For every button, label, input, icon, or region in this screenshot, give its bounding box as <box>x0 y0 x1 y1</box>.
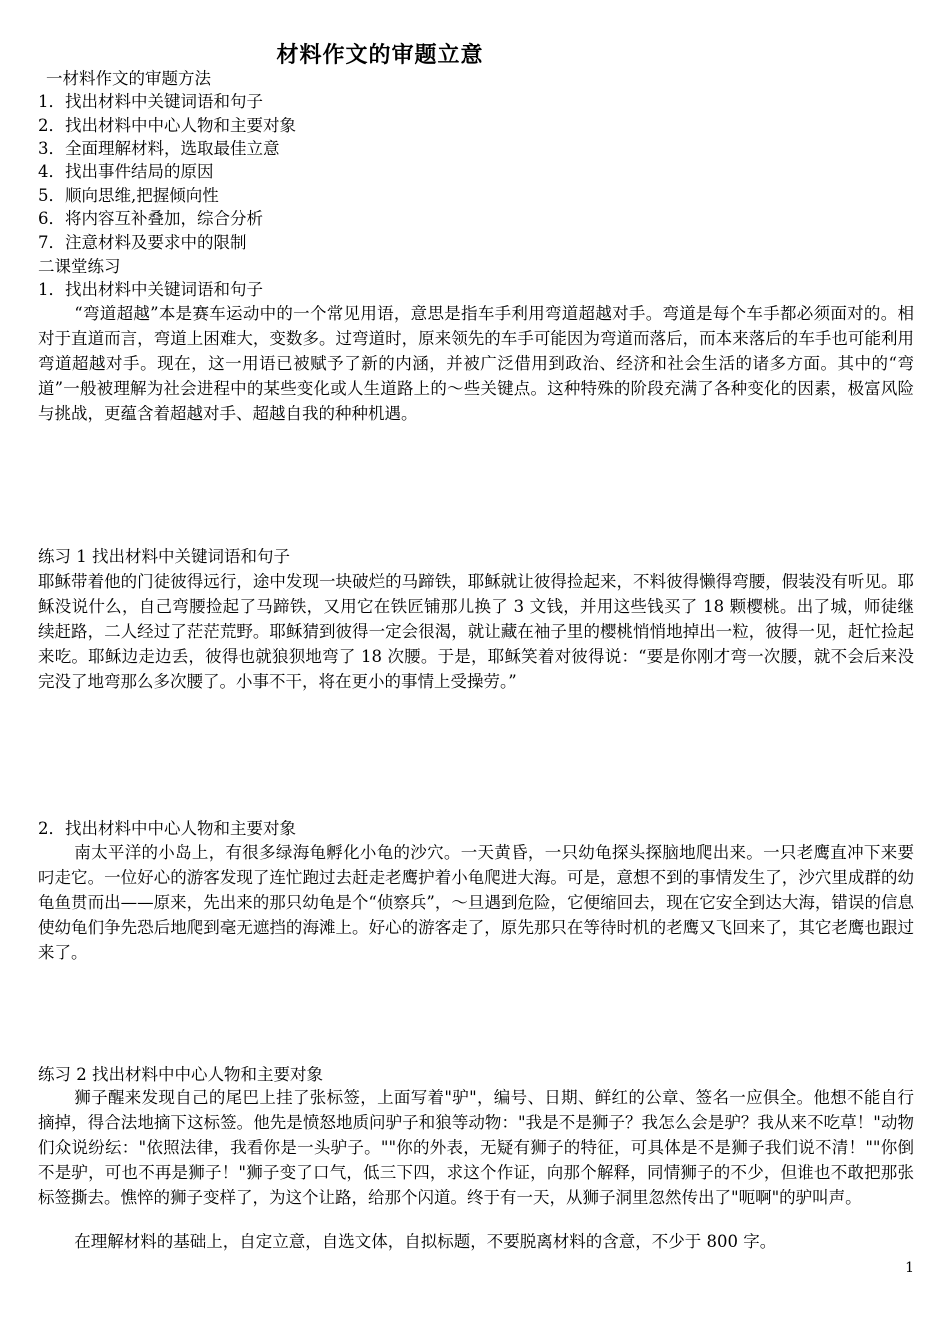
exercise-1-text: “弯道超越”本是赛车运动中的一个常见用语，意思是指车手利用弯道超越对手。弯道是每个车手都必须面对的。相对于直道而言，弯道上困难大，变数多。过弯道时，原来领先的车手可能因为弯道而落后，而本来落后的车手也可能利用弯道超越对手。现在，这一用语已被赋予了新的内涵，并被广泛借用到政治、经济和社会生活的诸多方面。其中的“弯道”一般被理解为社会进程中的某些变化或人生道路上的～些关键点。这种特殊的阶段充满了各种变化的因素，极富风险与挑战，更蕴含着超越对手、超越自我的种种机遇。 <box>38 304 914 423</box>
exercise-2-heading: 2．找出材料中中心人物和主要对象 <box>38 819 296 838</box>
page-number: 1 <box>905 1260 914 1276</box>
practice-1-heading: 练习 1 找出材料中关键词语和句子 <box>38 547 290 566</box>
method-item-5: 5．顺向思维,把握倾向性 <box>38 186 219 205</box>
method-item-6: 6．将内容互补叠加，综合分析 <box>38 209 263 228</box>
practice-1-text: 耶稣带着他的门徒彼得远行，途中发现一块破烂的马蹄铁，耶稣就让彼得捡起来，不料彼得懒得弯腰，假装没有听见。耶稣没说什么，自己弯腰捡起了马蹄铁，又用它在铁匠铺那儿换了 3 文钱，并用这些钱买了 18 颗樱桃。出了城，师徒继续赶路，二人经过了茫茫荒野。耶稣猜到彼得一定会很渴，就让藏在袖子里的樱桃悄悄地掉出一粒，彼得一见，赶忙捡起来吃。耶稣边走边丢，彼得也就狼狈地弯了 18 次腰。于是，耶稣笑着对彼得说：“要是你刚才弯一次腰，就不会后来没完没了地弯那么多次腰了。小事不干，将在更小的事情上受操劳。” <box>38 572 914 691</box>
method-item-1: 1．找出材料中关键词语和句子 <box>38 92 263 111</box>
exercise-2-text: 南太平洋的小岛上，有很多绿海龟孵化小龟的沙穴。一天黄昏，一只幼龟探头探脑地爬出来。一只老鹰直冲下来要叼走它。一位好心的游客发现了连忙跑过去赶走老鹰护着小龟爬进大海。可是，意想不到的事情发生了，沙穴里成群的幼龟鱼贯而出——原来，先出来的那只幼龟是个“侦察兵”，～旦遇到危险，它便缩回去，现在它安全到达大海，错误的信息使幼龟们争先恐后地爬到毫无遮挡的海滩上。好心的游客走了，原先那只在等待时机的老鹰又飞回来了，其它老鹰也跟过来了。 <box>38 843 914 962</box>
practice-2-text: 狮子醒来发现自己的尾巴上挂了张标签，上面写着"驴"，编号、日期、鲜红的公章、签名一应俱全。他想不能自行摘掉，得合法地摘下这标签。他先是愤怒地质问驴子和狼等动物："我是不是狮子？我怎么会是驴？我从来不吃草！"动物们众说纷纭："依照法律，我看你是一头驴子。""你的外表，无疑有狮子的特征，可具体是不是狮子我们说不清！""你倒不是驴，可也不再是狮子！"狮子变了口气，低三下四，求这个作证，向那个解释，同情狮子的不少，但谁也不敢把那张标签撕去。憔悴的狮子变样了，为这个让路，给那个闪道。终于有一天，从狮子洞里忽然传出了"呃啊"的驴叫声。 <box>38 1088 914 1207</box>
writing-requirement: 在理解材料的基础上，自定立意，自选文体，自拟标题，不要脱离材料的含意，不少于 800 字。 <box>74 1232 777 1251</box>
method-item-3: 3．全面理解材料，选取最佳立意 <box>38 139 280 158</box>
method-item-4: 4．找出事件结局的原因 <box>38 162 214 181</box>
exercise-1-heading: 1．找出材料中关键词语和句子 <box>38 280 263 299</box>
method-item-7: 7．注意材料及要求中的限制 <box>38 233 247 252</box>
section-heading-methods: 一材料作文的审题方法 <box>46 69 211 88</box>
practice-2-heading: 练习 2 找出材料中中心人物和主要对象 <box>38 1065 323 1084</box>
method-item-2: 2．找出材料中中心人物和主要对象 <box>38 116 296 135</box>
page-title: 材料作文的审题立意 <box>276 42 484 68</box>
section-heading-practice: 二课堂练习 <box>38 257 121 276</box>
